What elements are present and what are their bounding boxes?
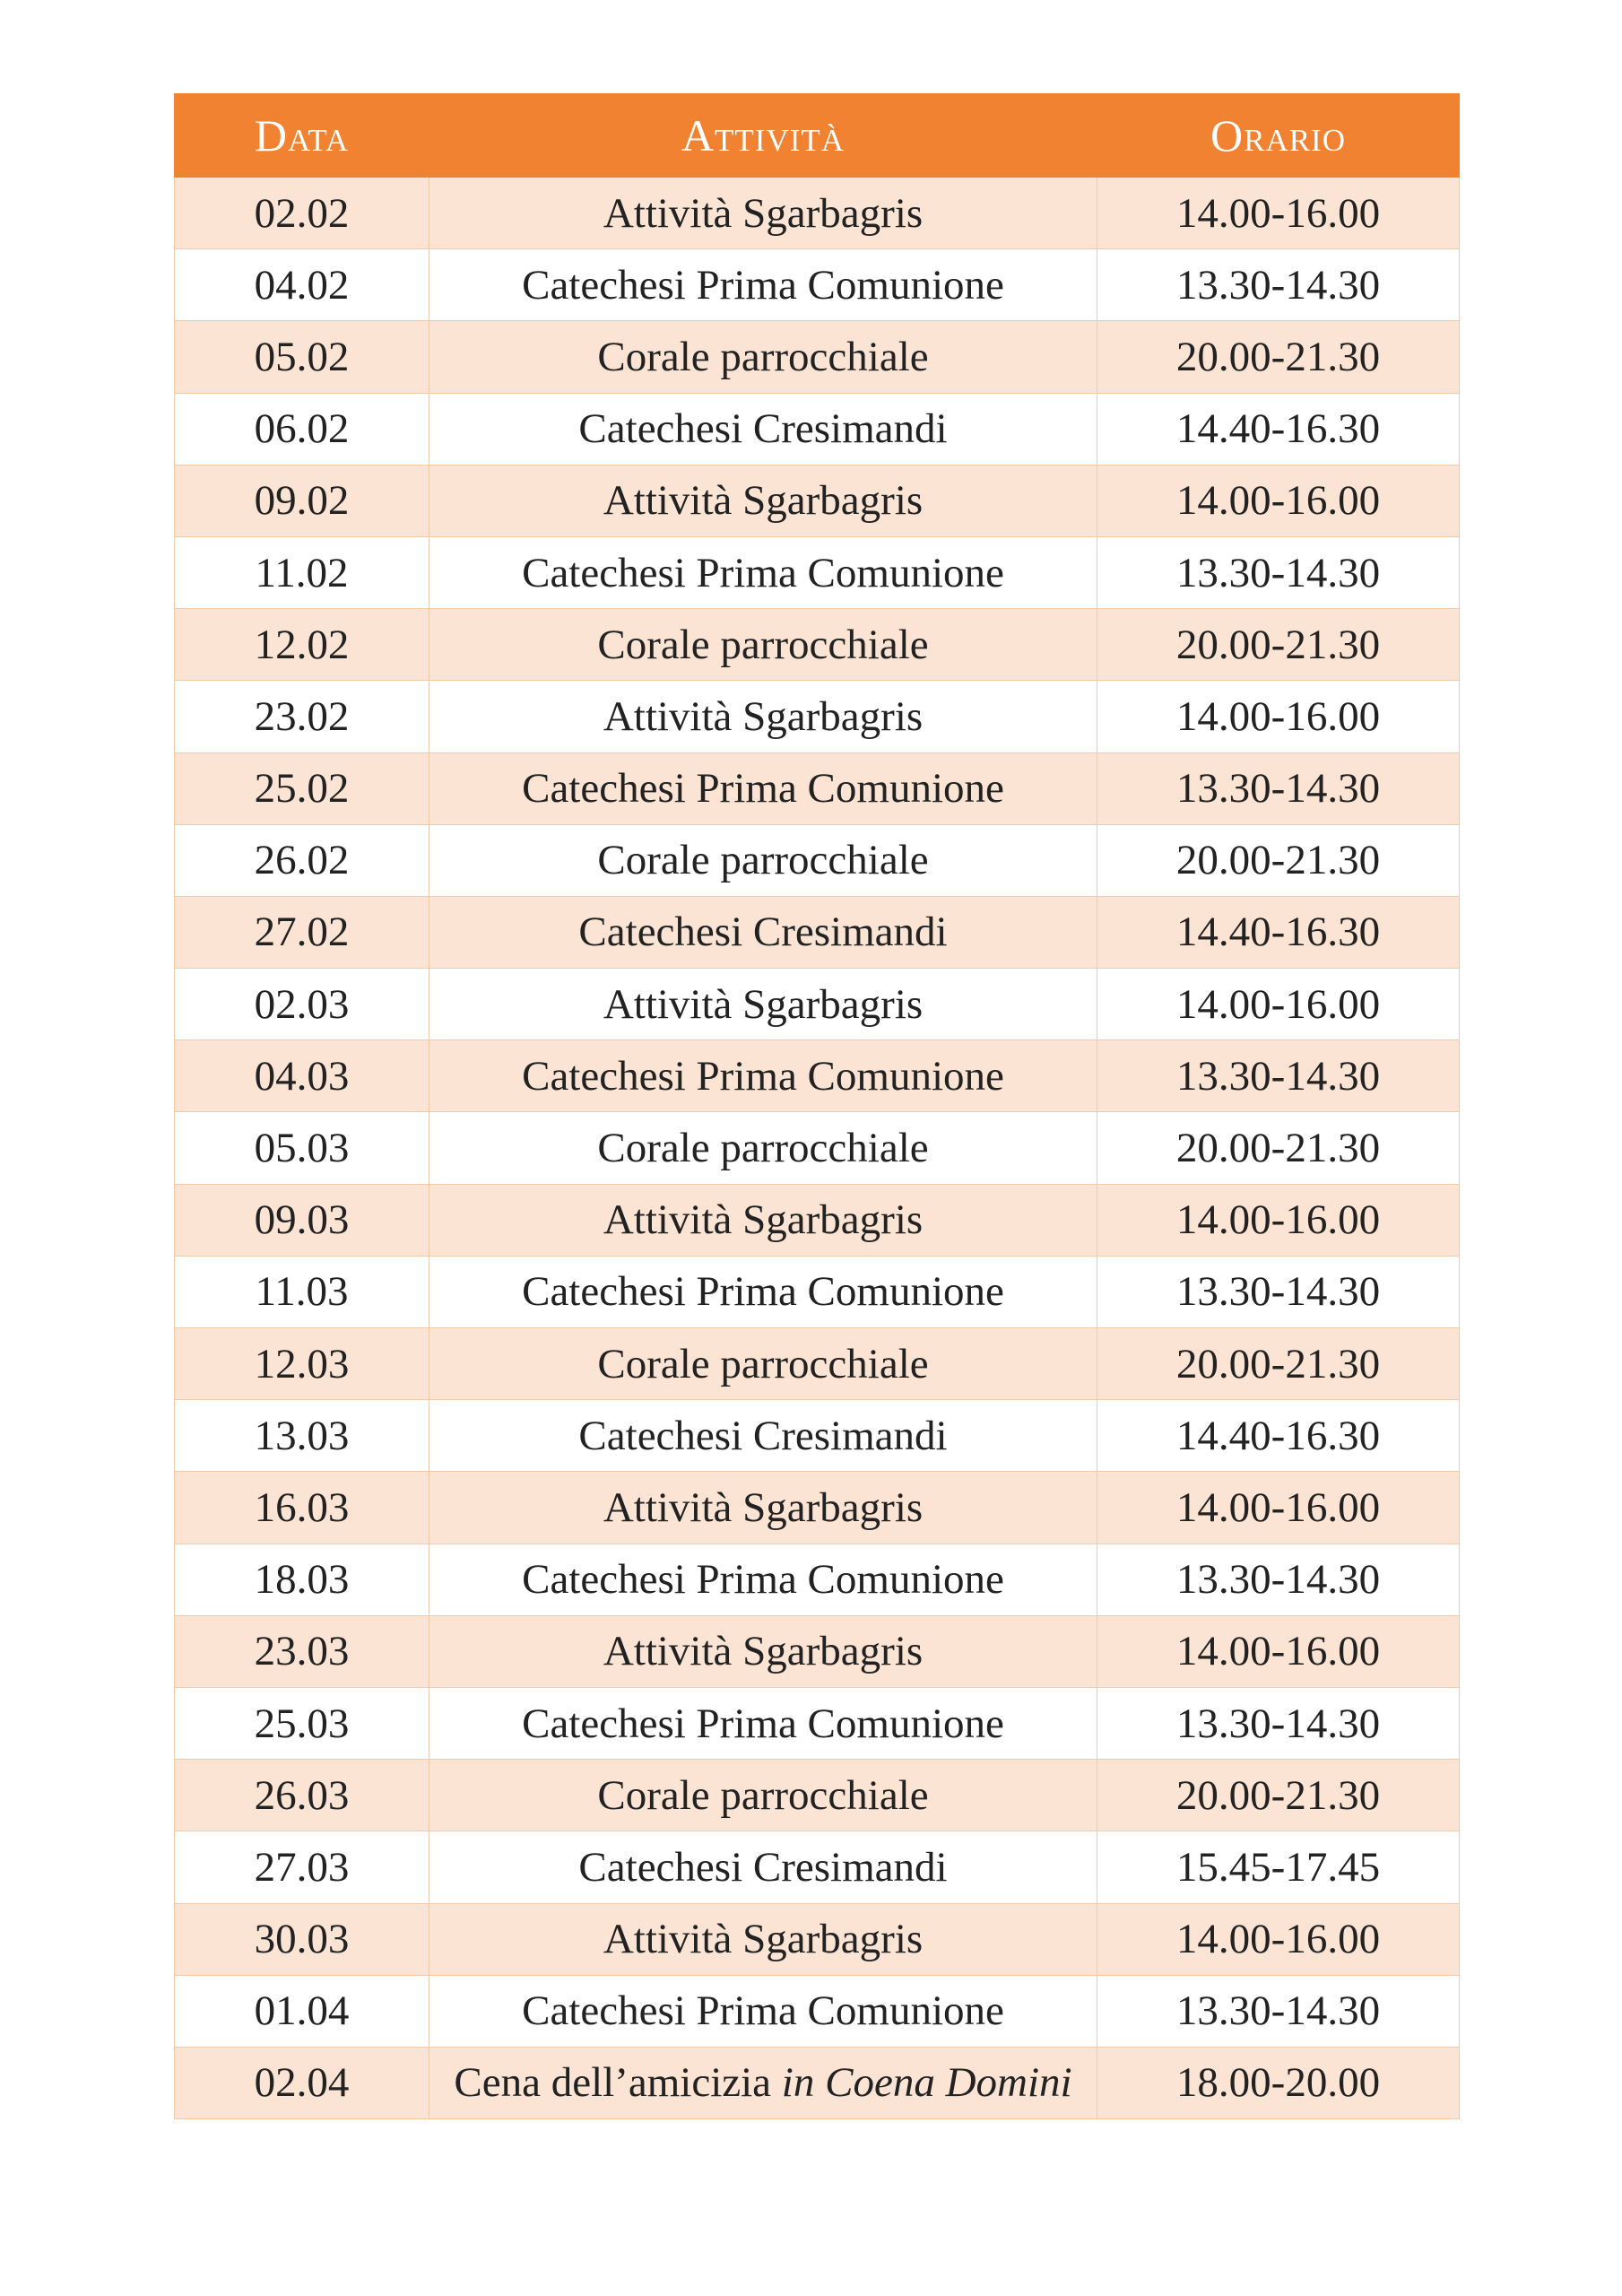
date-cell: 05.02 [175, 321, 429, 393]
date-cell: 02.03 [175, 969, 429, 1040]
activity-cell [429, 1544, 1097, 1615]
activity-text: Attività Sgarbagris [603, 1483, 924, 1531]
date-cell: 25.02 [175, 752, 429, 824]
time-cell: 13.30-14.30 [1097, 1687, 1460, 1759]
time-cell: 14.00-16.00 [1097, 465, 1460, 536]
time-cell: 20.00-21.30 [1097, 1112, 1460, 1184]
date-cell: 26.02 [175, 824, 429, 896]
date-cell: 13.03 [175, 1400, 429, 1472]
activity-cell [429, 752, 1097, 824]
activity-cell [429, 321, 1097, 393]
activity-cell [429, 2047, 1097, 2118]
date-cell: 27.02 [175, 896, 429, 968]
activity-text: Catechesi Prima Comunione [522, 1987, 1004, 2035]
table-row [175, 393, 1460, 465]
date-cell: 26.03 [175, 1760, 429, 1831]
time-cell: 14.00-16.00 [1097, 1903, 1460, 1975]
table-row [175, 536, 1460, 608]
date-cell: 01.04 [175, 1975, 429, 2047]
date-cell: 04.02 [175, 249, 429, 321]
date-cell: 11.02 [175, 536, 429, 608]
time-cell: 18.00-20.00 [1097, 2047, 1460, 2118]
activity-cell [429, 1472, 1097, 1544]
activity-cell [429, 1615, 1097, 1687]
date-cell: 27.03 [175, 1831, 429, 1903]
time-cell: 14.40-16.30 [1097, 896, 1460, 968]
date-cell: 02.02 [175, 178, 429, 249]
activity-text: Corale parrocchiale [597, 837, 929, 884]
date-cell: 18.03 [175, 1544, 429, 1615]
time-cell: 14.40-16.30 [1097, 393, 1460, 465]
schedule-table [174, 93, 1460, 2119]
time-cell: 20.00-21.30 [1097, 321, 1460, 393]
time-cell: 14.00-16.00 [1097, 1184, 1460, 1256]
table-row [175, 249, 1460, 321]
time-cell: 20.00-21.30 [1097, 1328, 1460, 1400]
table-row [175, 321, 1460, 393]
activity-text: Catechesi Prima Comunione [522, 261, 1004, 309]
time-cell: 13.30-14.30 [1097, 249, 1460, 321]
activity-text: Catechesi Prima Comunione [522, 1052, 1004, 1100]
activity-cell [429, 1760, 1097, 1831]
time-cell: 20.00-21.30 [1097, 609, 1460, 681]
activity-cell [429, 1687, 1097, 1759]
time-cell: 14.00-16.00 [1097, 1615, 1460, 1687]
time-cell: 20.00-21.30 [1097, 1760, 1460, 1831]
activity-cell [429, 609, 1097, 681]
time-cell: 14.40-16.30 [1097, 1400, 1460, 1472]
activity-text: Attività Sgarbagris [603, 477, 924, 525]
table-row [175, 609, 1460, 681]
activity-text: Corale parrocchiale [597, 333, 929, 380]
activity-cell [429, 1903, 1097, 1975]
activity-cell [429, 1831, 1097, 1903]
table-row [175, 465, 1460, 536]
date-cell: 12.03 [175, 1328, 429, 1400]
date-cell: 12.02 [175, 609, 429, 681]
table-row [175, 752, 1460, 824]
table-row [175, 1400, 1460, 1472]
date-cell: 02.04 [175, 2047, 429, 2118]
time-cell: 14.00-16.00 [1097, 969, 1460, 1040]
table-row [175, 1256, 1460, 1327]
activity-text: Catechesi Cresimandi [578, 405, 948, 453]
activity-text: Attività Sgarbagris [603, 1916, 924, 1963]
table-row [175, 681, 1460, 752]
time-cell: 13.30-14.30 [1097, 1040, 1460, 1112]
activity-cell [429, 249, 1097, 321]
activity-text: Catechesi Prima Comunione [522, 1556, 1004, 1604]
activity-text: Catechesi Prima Comunione [522, 549, 1004, 596]
table-row [175, 1112, 1460, 1184]
table-row [175, 969, 1460, 1040]
table-body [175, 178, 1460, 2119]
activity-cell [429, 1400, 1097, 1472]
activity-text: Attività Sgarbagris [603, 189, 924, 237]
table-row [175, 1472, 1460, 1544]
table-row [175, 1544, 1460, 1615]
table-header [175, 94, 1460, 178]
header-activity: Attività [429, 94, 1097, 178]
table-row [175, 1903, 1460, 1975]
date-cell: 05.03 [175, 1112, 429, 1184]
date-cell: 09.03 [175, 1184, 429, 1256]
table-row [175, 1975, 1460, 2047]
time-cell: 13.30-14.30 [1097, 536, 1460, 608]
table-row [175, 896, 1460, 968]
table-row [175, 1687, 1460, 1759]
activity-cell [429, 1040, 1097, 1112]
date-cell: 06.02 [175, 393, 429, 465]
header-date: Data [175, 94, 429, 178]
activity-cell [429, 1975, 1097, 2047]
date-cell: 23.02 [175, 681, 429, 752]
activity-text: Attività Sgarbagris [603, 1628, 924, 1675]
activity-cell [429, 969, 1097, 1040]
table-row [175, 1615, 1460, 1687]
time-cell: 13.30-14.30 [1097, 1544, 1460, 1615]
activity-text: Catechesi Cresimandi [578, 1843, 948, 1891]
date-cell: 09.02 [175, 465, 429, 536]
table-row [175, 1831, 1460, 1903]
table-row [175, 1184, 1460, 1256]
activity-text: Catechesi Prima Comunione [522, 1700, 1004, 1747]
table-row [175, 1328, 1460, 1400]
time-cell: 14.00-16.00 [1097, 681, 1460, 752]
date-cell: 25.03 [175, 1687, 429, 1759]
time-cell: 13.30-14.30 [1097, 752, 1460, 824]
date-cell: 23.03 [175, 1615, 429, 1687]
activity-text: Corale parrocchiale [597, 1340, 929, 1387]
table-row [175, 1040, 1460, 1112]
activity-text: Attività Sgarbagris [603, 692, 924, 740]
activity-cell [429, 465, 1097, 536]
time-cell: 14.00-16.00 [1097, 178, 1460, 249]
activity-cell [429, 896, 1097, 968]
activity-cell [429, 1256, 1097, 1327]
date-cell: 30.03 [175, 1903, 429, 1975]
activity-text: Catechesi Cresimandi [578, 1412, 948, 1459]
activity-cell [429, 178, 1097, 249]
activity-text: Catechesi Prima Comunione [522, 1268, 1004, 1316]
activity-text: Catechesi Prima Comunione [522, 765, 1004, 813]
table-row [175, 824, 1460, 896]
activity-text: Corale parrocchiale [597, 621, 929, 668]
activity-text: Corale parrocchiale [597, 1771, 929, 1819]
activity-cell [429, 824, 1097, 896]
activity-text: Corale parrocchiale [597, 1125, 929, 1172]
activity-cell [429, 1184, 1097, 1256]
table-row [175, 178, 1460, 249]
time-cell: 13.30-14.30 [1097, 1975, 1460, 2047]
activity-cell [429, 681, 1097, 752]
date-cell: 11.03 [175, 1256, 429, 1327]
activity-text: Cena dell’amicizia [454, 2059, 772, 2107]
header-row [175, 94, 1460, 178]
activity-cell [429, 1328, 1097, 1400]
date-cell: 16.03 [175, 1472, 429, 1544]
time-cell: 14.00-16.00 [1097, 1472, 1460, 1544]
time-cell: 13.30-14.30 [1097, 1256, 1460, 1327]
activity-cell [429, 393, 1097, 465]
header-time: Orario [1097, 94, 1460, 178]
activity-text: Catechesi Cresimandi [578, 909, 948, 956]
activity-italic-text: in Coena Domini [781, 2059, 1072, 2107]
activity-cell [429, 1112, 1097, 1184]
table-row [175, 1760, 1460, 1831]
activity-text: Attività Sgarbagris [603, 1196, 924, 1244]
table-row [175, 2047, 1460, 2118]
activity-cell [429, 536, 1097, 608]
date-cell: 04.03 [175, 1040, 429, 1112]
time-cell: 20.00-21.30 [1097, 824, 1460, 896]
time-cell: 15.45-17.45 [1097, 1831, 1460, 1903]
activity-text: Attività Sgarbagris [603, 980, 924, 1028]
